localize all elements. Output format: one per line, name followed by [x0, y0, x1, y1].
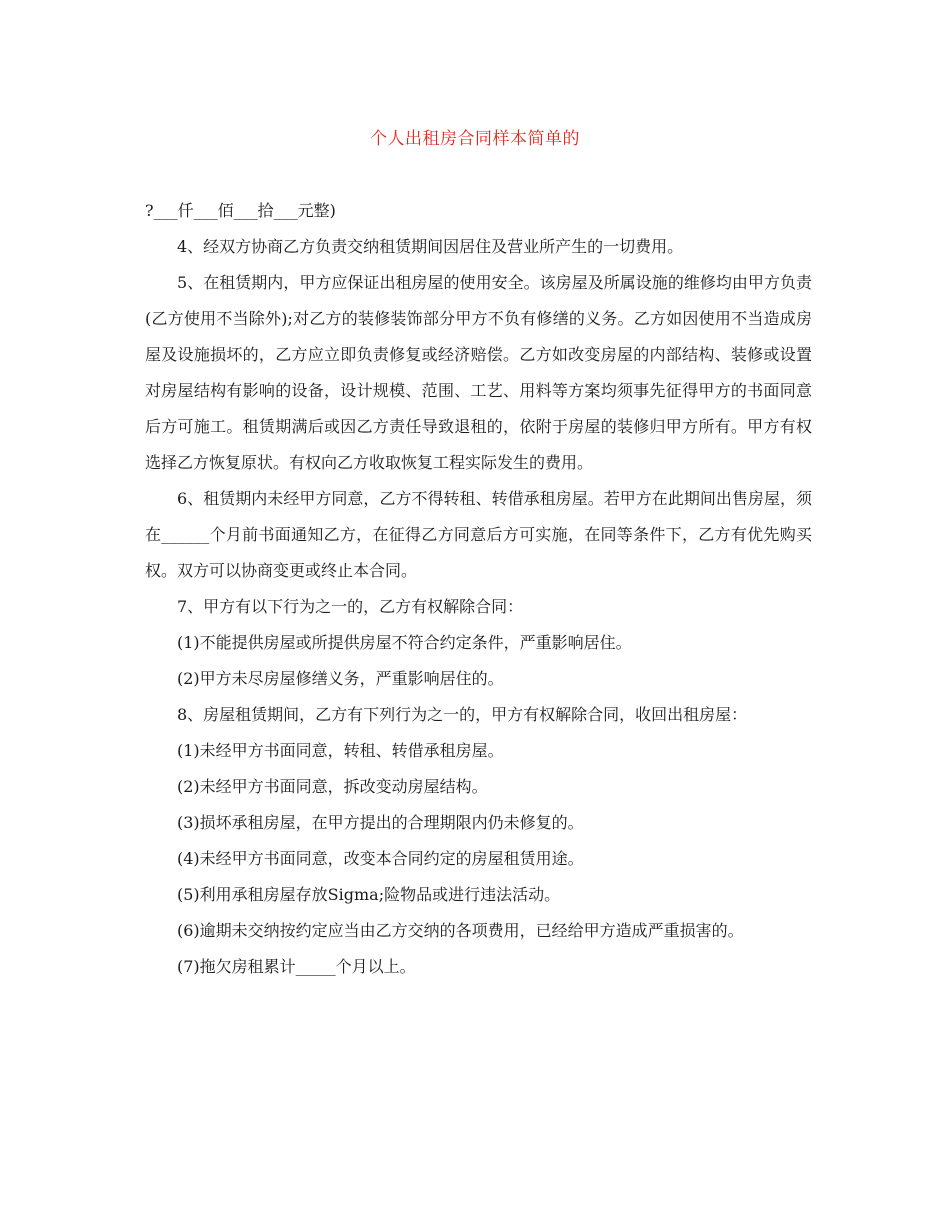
paragraph-clause-8-item-4: (4)未经甲方书面同意，改变本合同约定的房屋租赁用途。 — [177, 849, 584, 868]
paragraph-clause-8-item-3: (3)损坏承租房屋，在甲方提出的合理期限内仍未修复的。 — [177, 813, 584, 832]
paragraph-clause-8-item-1: (1)未经甲方书面同意，转租、转借承租房屋。 — [177, 741, 504, 760]
paragraph-clause-8-item-2: (2)未经甲方书面同意，拆改变动房屋结构。 — [177, 777, 488, 796]
paragraph-amount-line: ?___仟___佰___拾___元整) — [145, 201, 336, 220]
paragraph-clause-7-item-1: (1)不能提供房屋或所提供房屋不符合约定条件，严重影响居住。 — [177, 633, 632, 652]
paragraph-clause-8: 8、房屋租赁期间，乙方有下列行为之一的，甲方有权解除合同，收回出租房屋： — [177, 705, 748, 724]
document-title: 个人出租房合同样本简单的 — [370, 129, 580, 149]
paragraph-clause-4: 4、经双方协商乙方负责交纳租赁期间因居住及营业所产生的一切费用。 — [177, 237, 684, 256]
paragraph-clause-7-item-2: (2)甲方未尽房屋修缮义务，严重影响居住的。 — [177, 669, 504, 688]
paragraph-clause-7: 7、甲方有以下行为之一的，乙方有权解除合同： — [177, 597, 524, 616]
document-body — [145, 193, 812, 985]
paragraph-clause-5: 5、在租赁期内，甲方应保证出租房屋的使用安全。该房屋及所属设施的维修均由甲方负责(乙方使用不当除外);对乙方的装修装饰部分甲方不负有修缮的义务。乙方如因使用不当造成房屋及设施损坏的，乙方应立即负责修复或经济赔偿。乙方如改变房屋的内部结构、装修或设置对房屋结构有影响的设备，设计规模、范围、工艺、用料等方案均须事先征得甲方的书面同意后方可施工。租赁期满后或因乙方责任导致退租的，依附于房屋的装修归甲方所有。甲方有权选择乙方恢复原状。有权向乙方收取恢复工程实际发生的费用。 — [145, 273, 812, 472]
paragraph-clause-8-item-7: (7)拖欠房租累计_____个月以上。 — [177, 957, 416, 976]
paragraph-clause-8-item-5: (5)利用承租房屋存放Sigma;险物品或进行违法活动。 — [177, 885, 561, 904]
paragraph-clause-6: 6、租赁期内未经甲方同意，乙方不得转租、转借承租房屋。若甲方在此期间出售房屋，须在______个月前书面通知乙方，在征得乙方同意后方可实施，在同等条件下，乙方有优先购买权。双方可以协商变更或终止本合同。 — [145, 489, 812, 580]
paragraph-clause-8-item-6: (6)逾期未交纳按约定应当由乙方交纳的各项费用，已经给甲方造成严重损害的。 — [177, 921, 744, 940]
